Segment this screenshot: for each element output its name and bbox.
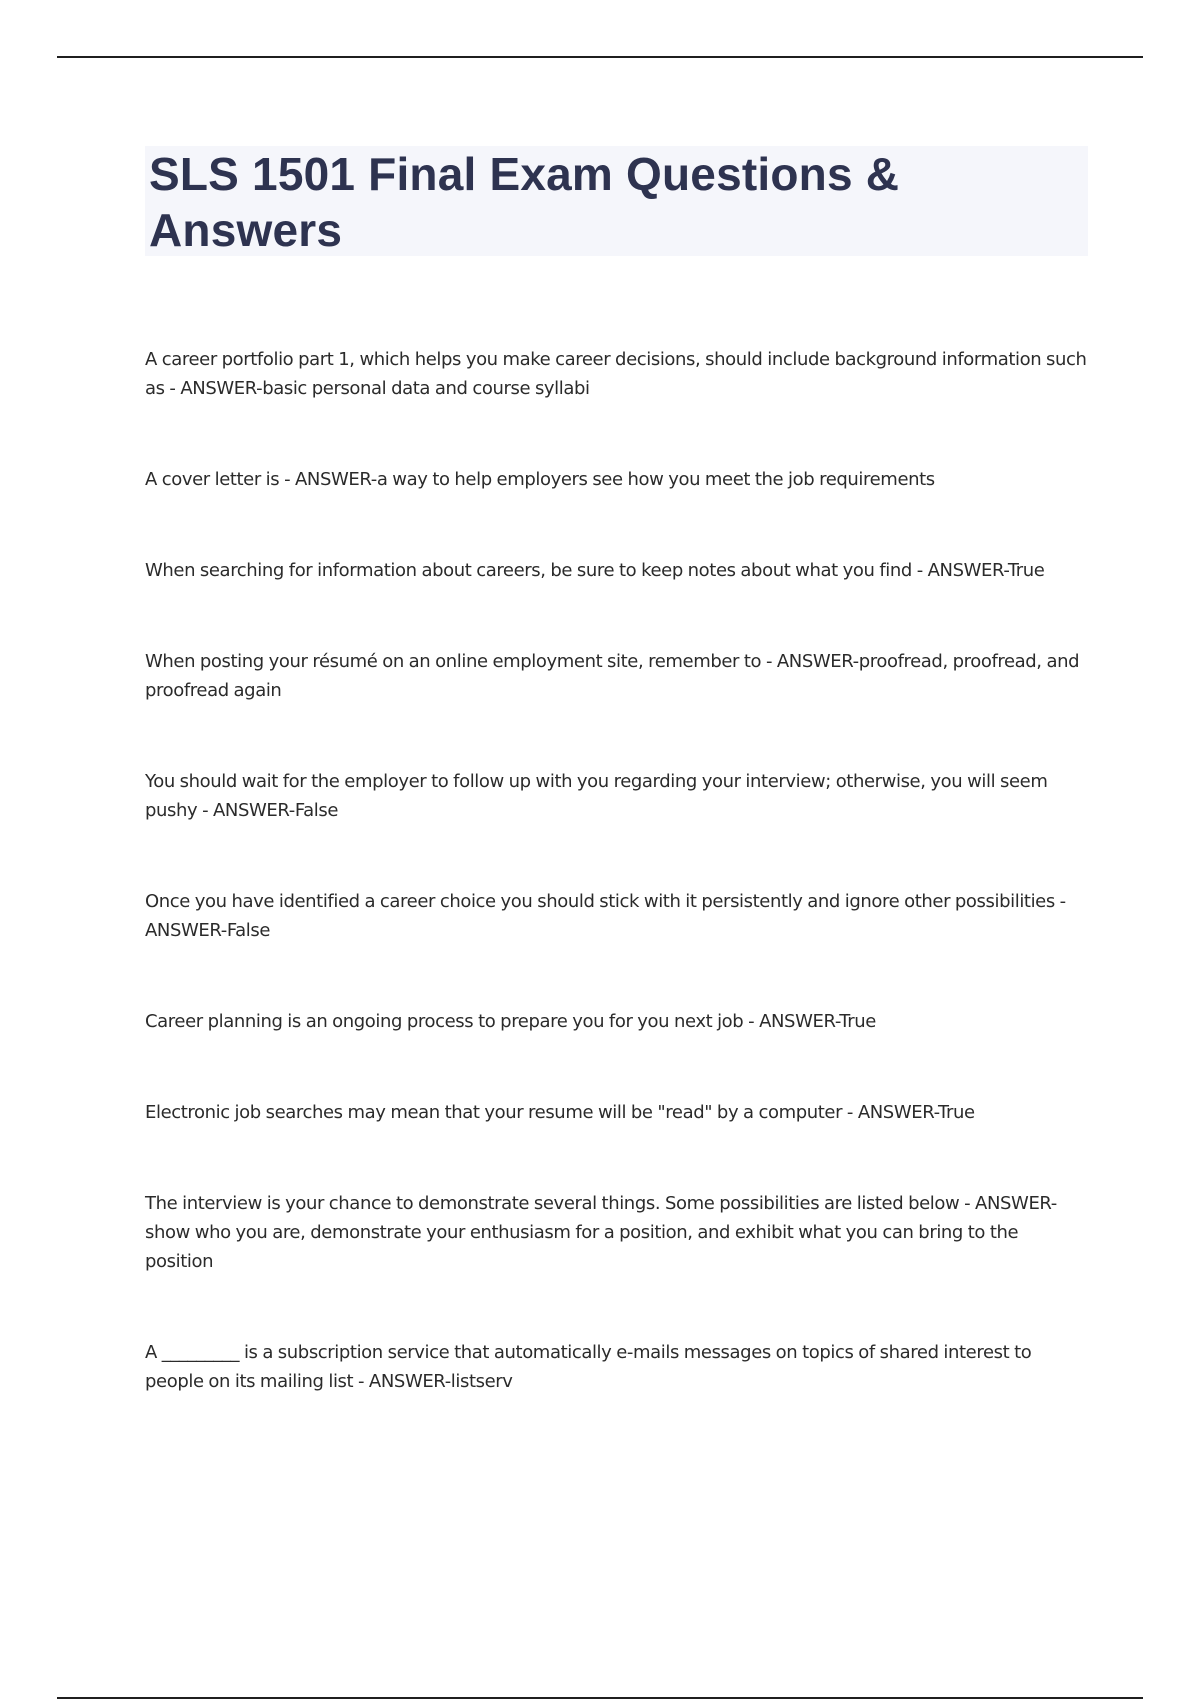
qa-item: When posting your résumé on an online employment site, remember to - ANSWER-proofread, proofread, and proofread again [145,651,1080,701]
qa-item: Once you have identified a career choice you should stick with it persistently and ignore other possibilities - ANSWER-False [145,891,1066,941]
qa-item: A cover letter is - ANSWER-a way to help employers see how you meet the job requirements [145,469,935,490]
title-banner [145,146,1088,256]
qa-item: A career portfolio part 1, which helps you make career decisions, should include background information such as - ANSWER-basic personal data and course syllabi [145,349,1087,399]
qa-item: When searching for information about careers, be sure to keep notes about what you find - ANSWER-True [145,560,1045,581]
qa-list [145,345,1090,1458]
qa-item: Career planning is an ongoing process to prepare you for you next job - ANSWER-True [145,1011,876,1032]
qa-item: The interview is your chance to demonstrate several things. Some possibilities are listed below - ANSWER-show who you are, demonstrate your enthusiasm for a position, and exhibit what you can bring to the position [145,1193,1057,1272]
top-divider [57,56,1143,58]
qa-item: A _________ is a subscription service that automatically e-mails messages on topics of shared interest to people on its mailing list - ANSWER-listserv [145,1342,1032,1392]
qa-item: Electronic job searches may mean that your resume will be "read" by a computer - ANSWER-True [145,1102,975,1123]
page-title: SLS 1501 Final Exam Questions & Answers [149,148,900,256]
qa-item: You should wait for the employer to follow up with you regarding your interview; otherwise, you will seem pushy - ANSWER-False [145,771,1048,821]
bottom-divider [57,1697,1143,1699]
